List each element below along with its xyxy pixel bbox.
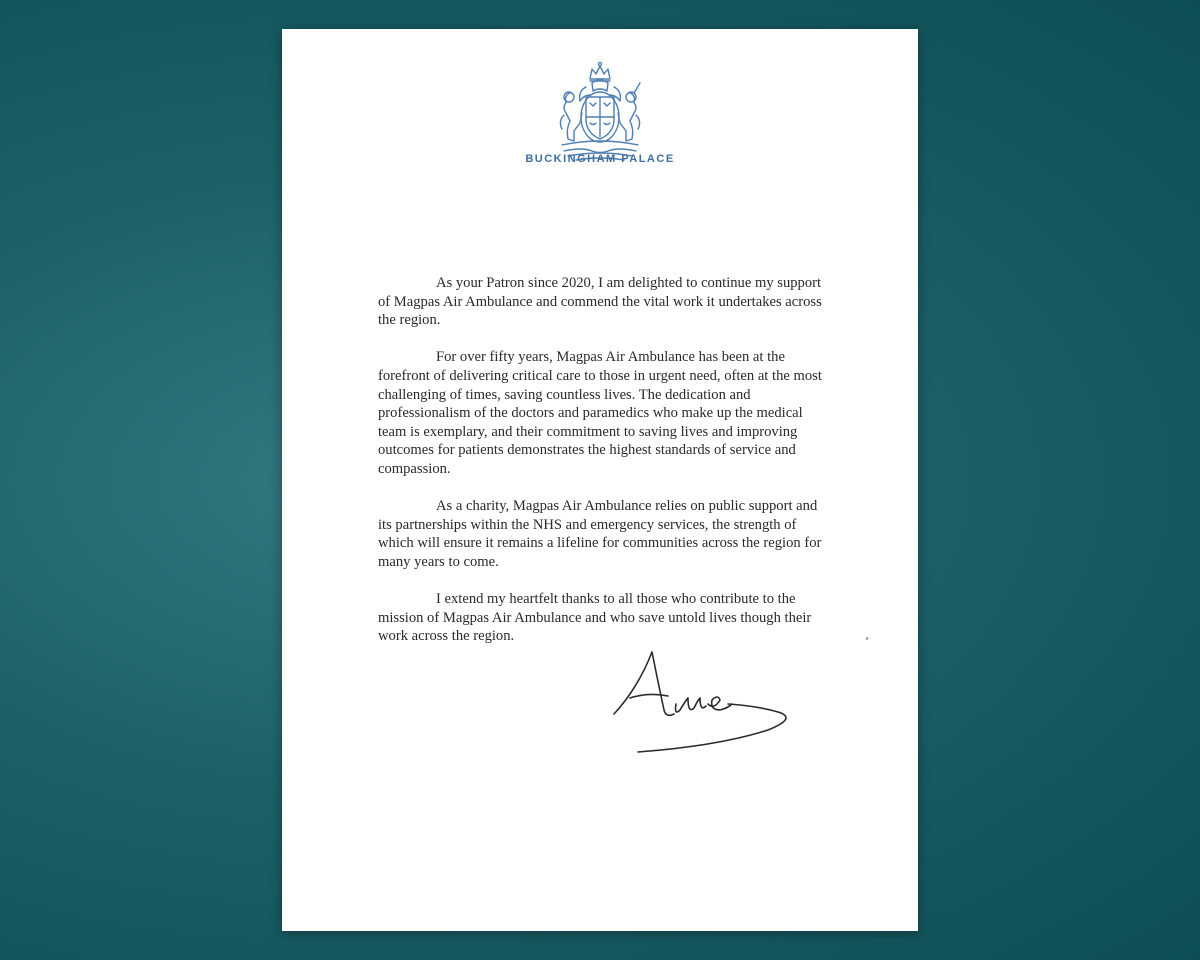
letter-paragraph: For over fifty years, Magpas Air Ambulance has been at the forefront of delivering critical care to those in urgent need, often at the most challenging of times, saving countless lives. The dedication and professionalism of the doctors and paramedics who make up the medical team is exemplary, and their commitment to saving lives and improving outcomes for patients demonstrates the highest standards of service and compassion. — [378, 349, 822, 477]
letter-page — [282, 29, 918, 931]
letter-body — [378, 274, 828, 664]
royal-crest-icon — [552, 57, 648, 167]
letter-paragraph: I extend my heartfelt thanks to all those who contribute to the mission of Magpas Air Ambulance and who save untold lives though their work across the region. — [378, 591, 812, 645]
letter-paragraph: As your Patron since 2020, I am delighted to continue my support of Magpas Air Ambulance and commend the vital work it undertakes across the region. — [378, 275, 822, 329]
paper-speck — [865, 637, 868, 641]
letter-paragraph: As a charity, Magpas Air Ambulance relies on public support and its partnerships within the NHS and emergency services, the strength of which will ensure it remains a lifeline for communities across the region for many years to come. — [378, 498, 822, 570]
letterhead-title: BUCKINGHAM PALACE — [525, 153, 675, 165]
signature-anne — [608, 644, 808, 754]
